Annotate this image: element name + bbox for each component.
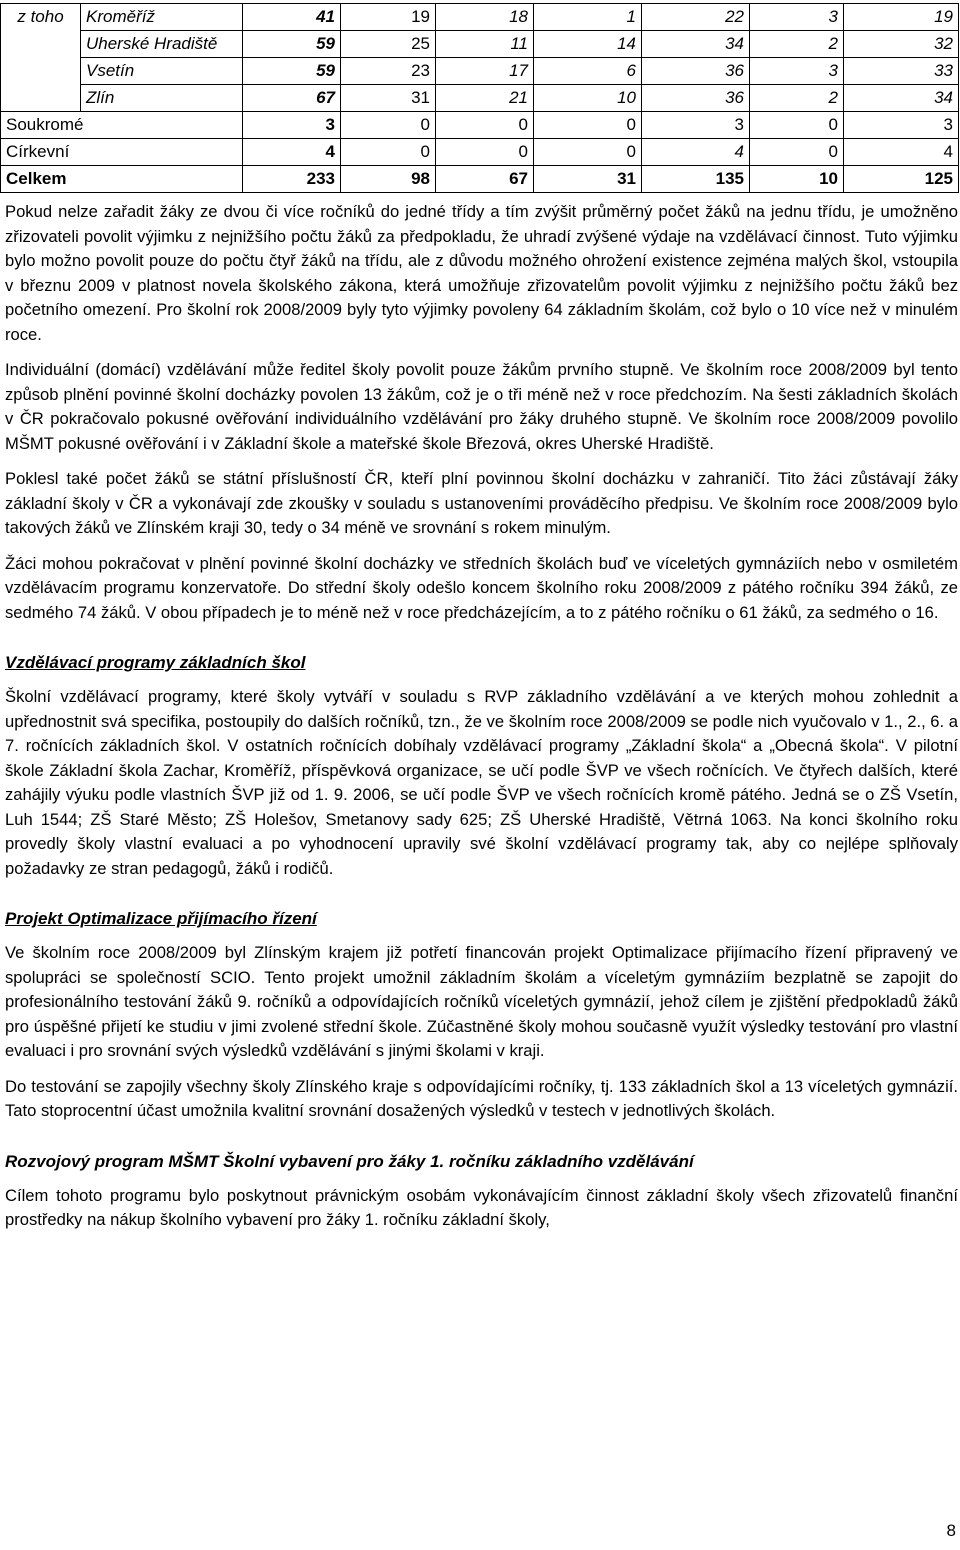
value-cell: 4 — [243, 139, 341, 166]
paragraph-admission-project: Ve školním roce 2008/2009 byl Zlínským krajem již potřetí financován projekt Optimalizace přijímacího řízení připravený ve spolupráci se společností SCIO. Tento projekt umožnil základním školám a víceletým gymnáziím bezplatně se zapojit do profesionálního testování žáků 9. ročníků a odpovídajících ročníků víceletých gymnázií, jehož cílem je zjištění předpokladů žáků pro úspěšné přijetí ke studiu v jimi zvolené střední škole. Zúčastněné školy mohou současně využít výsledky testování pro vlastní evaluaci i pro srovnání svých výsledků vzdělávání s jinými školami v kraji. — [5, 943, 958, 1060]
value-cell: 0 — [436, 112, 534, 139]
value-cell: 36 — [642, 85, 750, 112]
value-cell: 14 — [534, 31, 642, 58]
value-cell: 34 — [642, 31, 750, 58]
row-name-cell: Celkem — [1, 166, 243, 193]
table-row — [1, 85, 959, 112]
value-cell: 18 — [436, 4, 534, 31]
value-cell: 11 — [436, 31, 534, 58]
paragraph-school-programs: Školní vzdělávací programy, které školy vytváří v souladu s RVP základního vzdělávání a ve kterých mohou zohlednit a upřednostnit svá specifika, postoupily do dalších ročníků, tzn., že ve školním roce 2008/2009 se podle nich vyučovalo v 1., 2., 6. a 7. ročnících základních škol. V ostatních ročnících dobíhaly vzdělávací programy „Základní škola“ a „Obecná škola“. V pilotní škole Základní škola Zachar, Kroměříž, příspěvková organizace, se učí podle ŠVP ve všech ročnících. Ve čtyřech dalších, které zahájily výuku podle vlastních ŠVP již od 1. 9. 2006, se učí podle ŠVP ve všech ročnících kromě pátého. Jedná se o ZŠ Vsetín, Luh 1544; ZŠ Staré Město; ZŠ Holešov, Smetanovy sady 625; ZŠ Uherské Hradiště, Větrná 1063. Na konci školního roku provedly školy vlastní evaluaci a po vyhodnocení upravily své školní vzdělávací programy tak, aby co nejlépe splňovaly požadavky ze stran pedagogů, žáků i rodičů. — [5, 687, 958, 878]
row-name-cell: Soukromé — [1, 112, 243, 139]
heading-admission-project: Projekt Optimalizace přijímacího řízení — [5, 909, 317, 928]
row-name-cell: Uherské Hradiště — [81, 31, 243, 58]
value-cell: 233 — [243, 166, 341, 193]
table-row — [1, 4, 959, 31]
value-cell: 59 — [243, 58, 341, 85]
value-cell: 0 — [750, 112, 844, 139]
row-name-cell: Zlín — [81, 85, 243, 112]
value-cell: 59 — [243, 31, 341, 58]
value-cell: 6 — [534, 58, 642, 85]
value-cell: 3 — [750, 4, 844, 31]
value-cell: 19 — [341, 4, 436, 31]
value-cell: 17 — [436, 58, 534, 85]
value-cell: 31 — [341, 85, 436, 112]
value-cell: 0 — [534, 112, 642, 139]
value-cell: 2 — [750, 31, 844, 58]
paragraph-secondary-transfer: Žáci mohou pokračovat v plnění povinné školní docházky ve středních školách buď ve víceletých gymnáziích nebo v osmiletém vzdělávacím programu konzervatoře. Do střední školy odešlo koncem školního roku 2008/2009 z pátého ročníku 394 žáků, ze sedmého 74 žáků. V obou případech je to méně než v roce předcházejícím, a to z pátého ročníku o 61 žáků, za sedmého o 16. — [5, 553, 958, 622]
value-cell: 22 — [642, 4, 750, 31]
value-cell: 1 — [534, 4, 642, 31]
value-cell: 31 — [534, 166, 642, 193]
table-row — [1, 166, 959, 193]
value-cell: 36 — [642, 58, 750, 85]
value-cell: 3 — [243, 112, 341, 139]
table-row — [1, 112, 959, 139]
value-cell: 33 — [844, 58, 959, 85]
value-cell: 0 — [750, 139, 844, 166]
value-cell: 0 — [341, 112, 436, 139]
row-name-cell: Vsetín — [81, 58, 243, 85]
value-cell: 32 — [844, 31, 959, 58]
value-cell: 0 — [341, 139, 436, 166]
table-body — [1, 4, 959, 193]
paragraph-testing-participation: Do testování se zapojily všechny školy Zlínského kraje s odpovídajícími ročníky, tj. 133 základních škol a 13 víceletých gymnázií. Tato stoprocentní účast umožnila kvalitní srovnání dosažených výsledků v testech v jednotlivých školách. — [5, 1076, 958, 1120]
table-row — [1, 31, 959, 58]
value-cell: 3 — [844, 112, 959, 139]
group-label-cell: z toho — [1, 4, 81, 112]
row-name-cell: Církevní — [1, 139, 243, 166]
value-cell: 10 — [750, 166, 844, 193]
value-cell: 10 — [534, 85, 642, 112]
value-cell: 25 — [341, 31, 436, 58]
value-cell: 67 — [243, 85, 341, 112]
value-cell: 2 — [750, 85, 844, 112]
paragraph-abroad-attendance: Poklesl také počet žáků se státní příslušností ČR, kteří plní povinnou školní docházku v zahraničí. Tito žáci zůstávají žáky základní školy v ČR a vykonávají zde zkoušky v souladu s ustanoveními prováděcího předpisu. Ve školním roce 2008/2009 bylo takových žáků ve Zlínském kraji 30, tedy o 34 méně ve srovnání s rokem minulým. — [5, 469, 958, 537]
value-cell: 135 — [642, 166, 750, 193]
paragraph-individual-education: Individuální (domácí) vzdělávání může ředitel školy povolit pouze žákům prvního stupně. Ve školním roce 2008/2009 byl tento způsob plnění povinné školní docházky povolen 13 žákům, což je o tři méně než v roce předchozím. Na šesti základních školách v ČR pokračovalo pokusné ověřování individuálního vzdělávání pro žáky druhého stupně. Ve školním roce 2008/2009 povolilo MŠMT pokusné ověřování i v Základní škole a mateřské škole Březová, okres Uherské Hradiště. — [5, 360, 958, 453]
value-cell: 67 — [436, 166, 534, 193]
value-cell: 21 — [436, 85, 534, 112]
paragraph-development-program: Cílem tohoto programu bylo poskytnout právnickým osobám vykonávajícím činnost základní školy všech zřizovatelů finanční prostředky na nákup školního vybavení pro žáky 1. ročníku základní školy, — [5, 1185, 958, 1229]
statistics-table — [0, 3, 959, 193]
table-row — [1, 139, 959, 166]
value-cell: 3 — [750, 58, 844, 85]
value-cell: 34 — [844, 85, 959, 112]
value-cell: 0 — [436, 139, 534, 166]
row-name-cell: Kroměříž — [81, 4, 243, 31]
value-cell: 4 — [844, 139, 959, 166]
page-number: 8 — [946, 1521, 956, 1540]
table-row — [1, 58, 959, 85]
value-cell: 125 — [844, 166, 959, 193]
value-cell: 4 — [642, 139, 750, 166]
value-cell: 98 — [341, 166, 436, 193]
value-cell: 41 — [243, 4, 341, 31]
value-cell: 23 — [341, 58, 436, 85]
heading-education-programs: Vzdělávací programy základních škol — [5, 653, 306, 672]
value-cell: 3 — [642, 112, 750, 139]
value-cell: 0 — [534, 139, 642, 166]
heading-development-program: Rozvojový program MŠMT Školní vybavení pro žáky 1. ročníku základního vzdělávání — [5, 1151, 694, 1171]
text-body — [5, 200, 958, 1244]
value-cell: 19 — [844, 4, 959, 31]
paragraph-class-merge: Pokud nelze zařadit žáky ze dvou či více ročníků do jedné třídy a tím zvýšit průměrný počet žáků na jednu třídu, je umožněno zřizovateli povolit výjimku z nejnižšího počtu žáků za předpokladu, že uhradí zvýšené výdaje na vzdělávací činnost. Tuto výjimku bylo možno povolit pouze do počtu čtyř žáků na třídu, ale z důvodu možného ohrožení existence zejména malých škol, vstoupila v březnu 2009 v platnost novela školského zákona, která umožňuje zřizovatelům povolit výjimku z nejnižšího počtu žáků bez početního omezení. Pro školní rok 2008/2009 byly tyto výjimky povoleny 64 základním školám, což bylo o 10 více než v minulém roce. — [5, 202, 958, 344]
